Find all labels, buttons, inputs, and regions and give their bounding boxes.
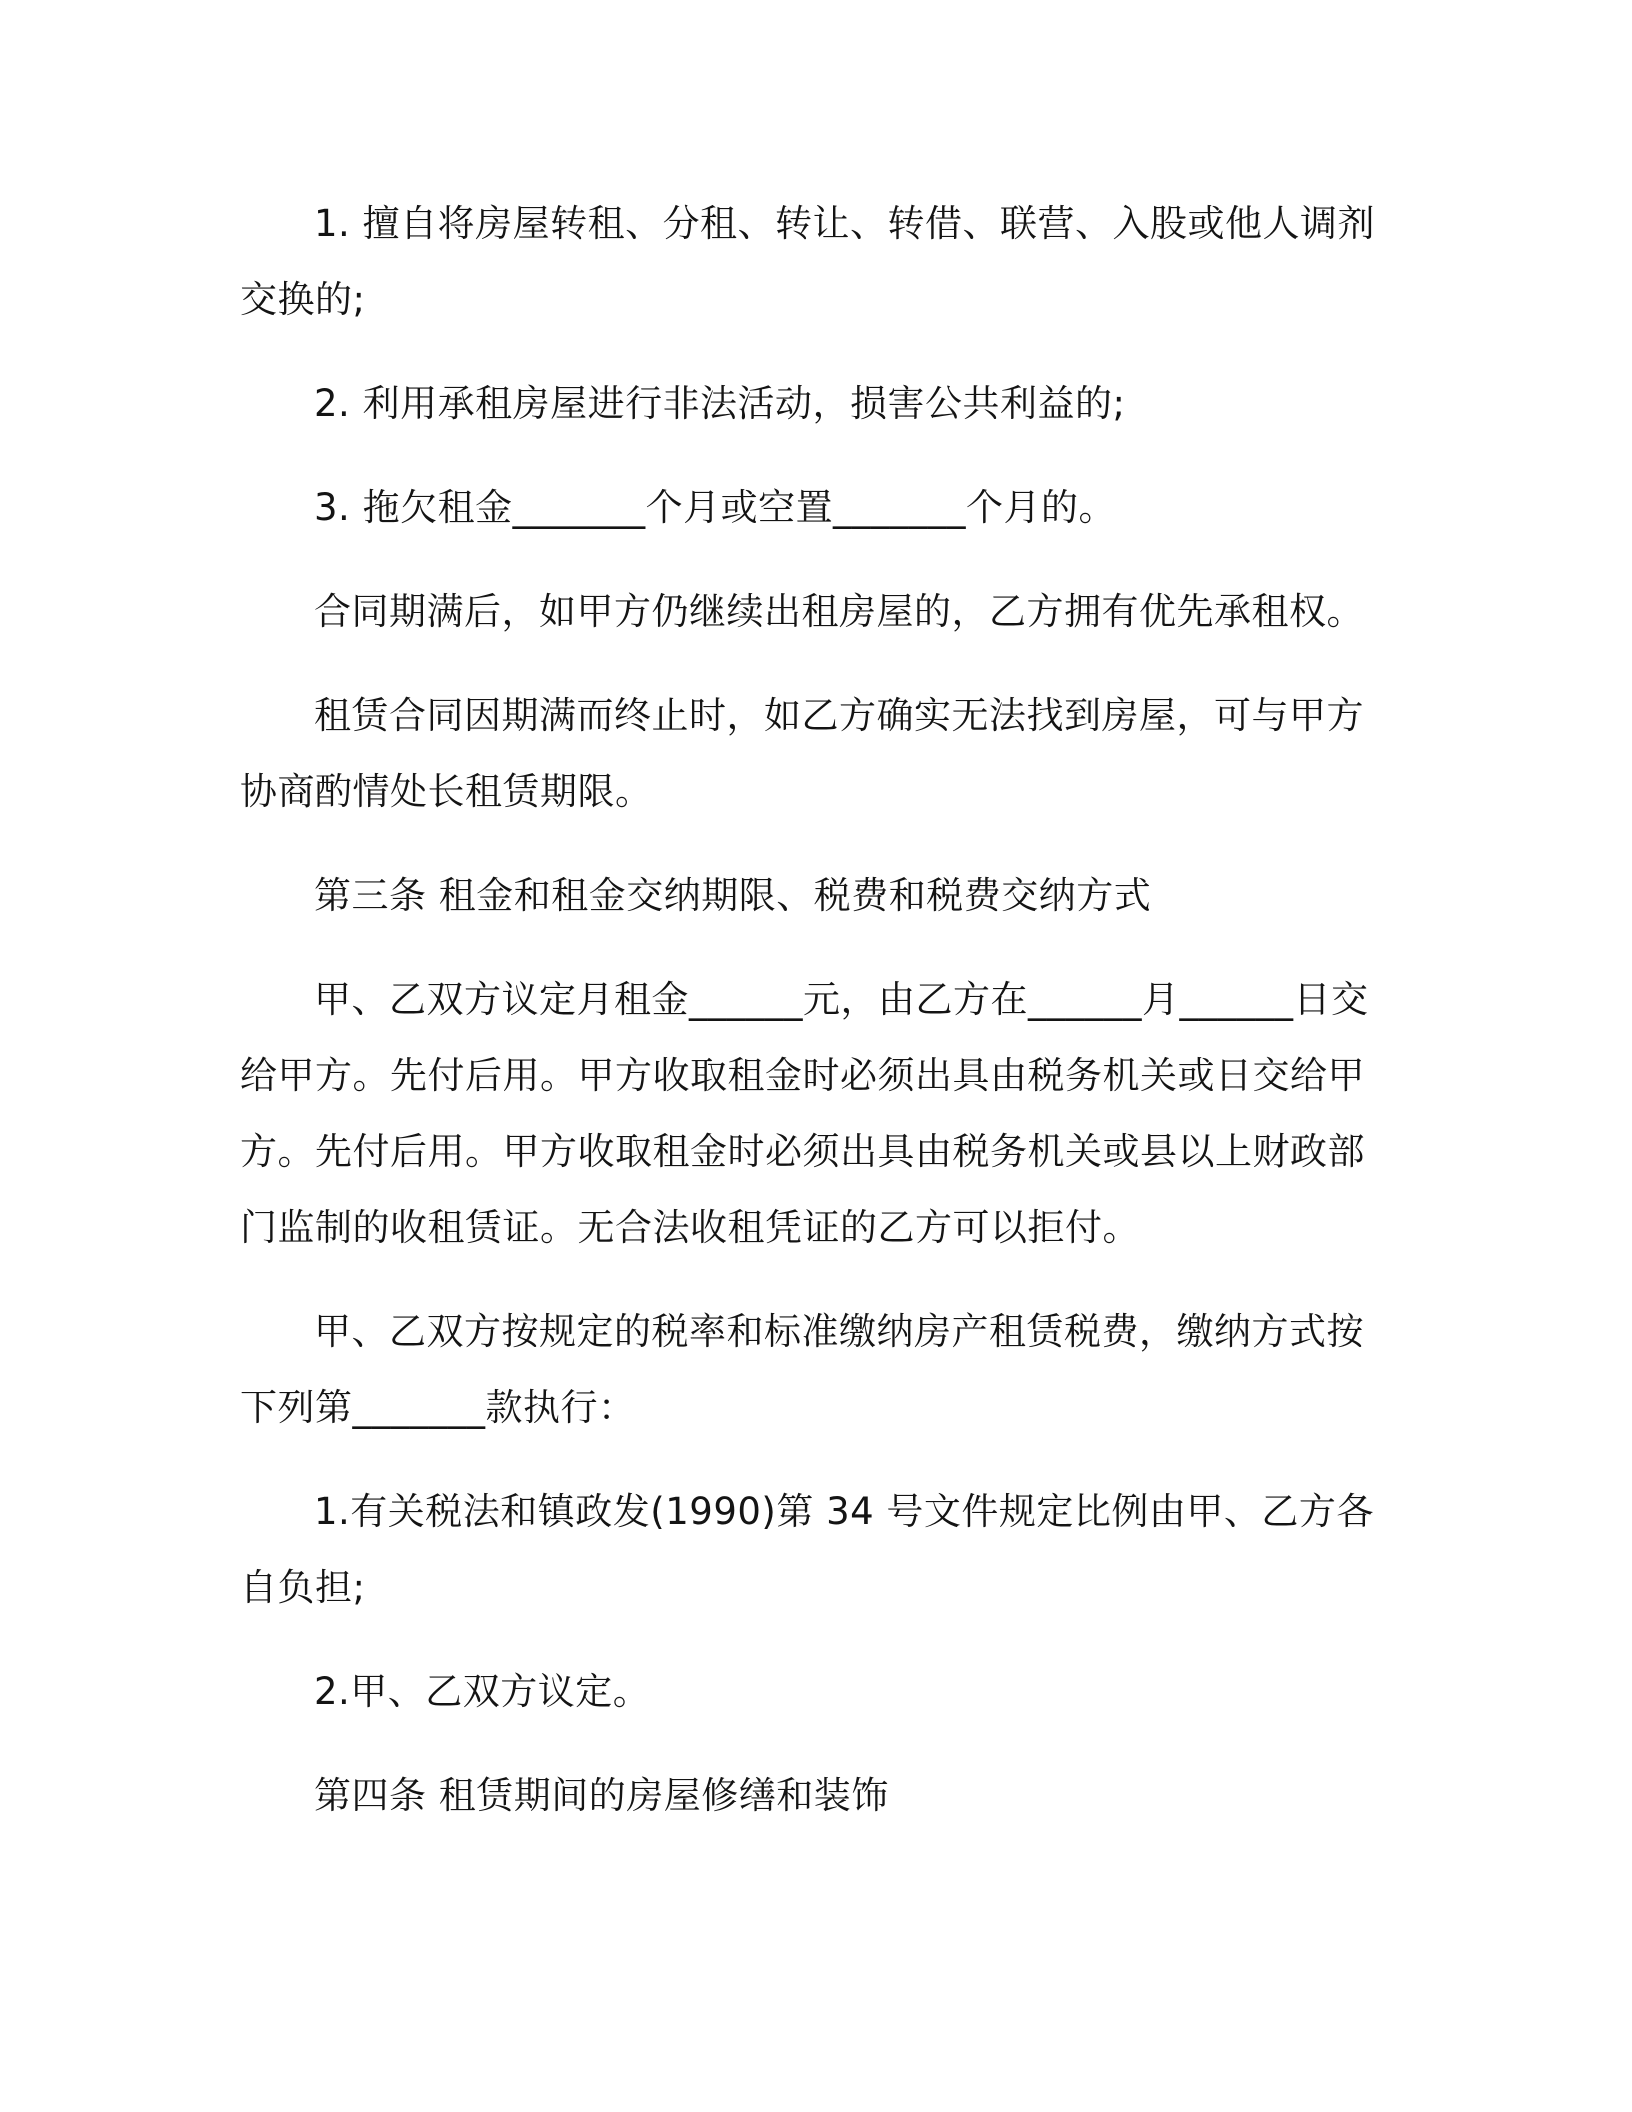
section-heading-article-4: 第四条 租赁期间的房屋修缮和装饰: [314, 1774, 889, 1817]
paragraph-lease-extension: 租赁合同因期满而终止时，如乙方确实无法找到房屋，可与甲方协商酌情处长租赁期限。: [240, 694, 1364, 813]
tax-option-2: 2.甲、乙双方议定。: [314, 1670, 651, 1713]
section-heading-article-3: 第三条 租金和租金交纳期限、税费和税费交纳方式: [314, 874, 1152, 917]
clause-item-illegal-use: 2. 利用承租房屋进行非法活动，损害公共利益的;: [314, 382, 1126, 425]
paragraph-rent-payment: 甲、乙双方议定月租金______元，由乙方在______月______日交给甲方。先付后用。甲方收取租金时必须出具由税务机关或日交给甲方。先付后用。甲方收取租金时必须出具由税务机关或县以上财政部门监制的收租赁证。无合法收租凭证的乙方可以拒付。: [240, 978, 1369, 1249]
tax-option-1: 1.有关税法和镇政发(1990)第 34 号文件规定比例由甲、乙方各自负担;: [240, 1490, 1374, 1609]
paragraph-priority-lease: 合同期满后，如甲方仍继续出租房屋的，乙方拥有优先承租权。: [314, 590, 1364, 633]
paragraph-tax-payment: 甲、乙双方按规定的税率和标准缴纳房产租赁税费，缴纳方式按下列第_______款执行：: [240, 1310, 1364, 1429]
document-body: [240, 186, 1390, 1862]
clause-item-arrears: 3. 拖欠租金_______个月或空置_______个月的。: [314, 486, 1117, 529]
clause-item-sublet: 1. 擅自将房屋转租、分租、转让、转借、联营、入股或他人调剂交换的;: [240, 202, 1376, 321]
